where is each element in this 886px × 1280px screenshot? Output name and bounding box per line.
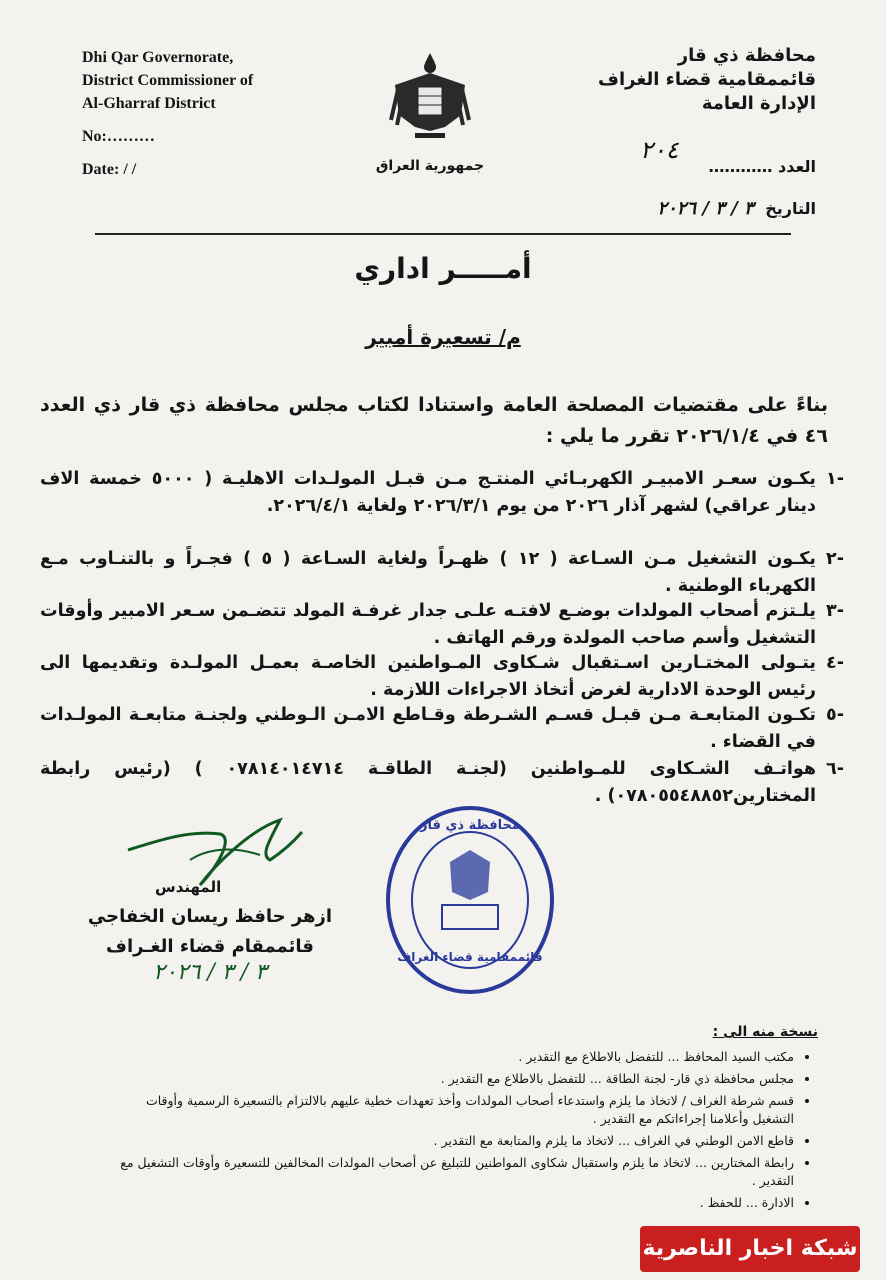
decision-text: يكـون التشغيل مـن السـاعة ( ١٢ ) ظهـراً ولغاية السـاعة ( ٥ ) فجـراً و بالتنـاوب مـع الكهرباء الوطنية . (40, 549, 816, 596)
ar-header-line-2: قائممقامية قضاء الغراف (598, 69, 816, 90)
header-line-3: Al-Gharraf District (82, 95, 216, 112)
iraq-emblem (385, 45, 475, 145)
copy-recipient: • قاطع الامن الوطني في الغراف ... لاتخاذ ما يلزم والمتابعة مع التقدير . (110, 1132, 794, 1150)
decision-item-4 (40, 650, 844, 704)
number-field-en: No:……… (82, 128, 155, 145)
date-value-ar: ٣ / ٣ / ٢٠٢٦ (657, 198, 754, 219)
signature-date: ٣ / ٣ / ٢٠٢٦ (153, 960, 267, 985)
number-label-ar: العدد ………… (708, 157, 816, 176)
date-field-en: Date: / / (82, 161, 137, 178)
document-title: أمـــــر اداري (354, 252, 532, 285)
decision-text: يكـون سعـر الامبيـر الكهربـائي المنتـج مـن قبـل المولـدات الاهليـة ( ٥٠٠٠ خمسة الاف دينار عراقي) لشهر آذار ٢٠٢٦ من يوم ٢٠٢٦/٣/١ ولغاية ٢٠٢٦/٤/١. (40, 469, 816, 516)
decision-number: -١ (826, 469, 844, 489)
arabic-header (598, 44, 816, 116)
copy-recipient: • مكتب السيد المحافظ ... للتفضل بالاطلاع مع التقدير . (110, 1048, 794, 1066)
number-field-ar (708, 157, 816, 176)
date-field-ar (657, 198, 816, 219)
copy-recipient: • رابطة المختارين ... لاتخاذ ما يلزم واستقبال شكاوى المواطنين للتبليغ عن أصحاب المولدات المخالفين للتسعيرة وأوقات التشغيل مع التقدير . (110, 1154, 794, 1190)
copies-heading: نسخة منه الى : (712, 1024, 818, 1040)
stamp-top-text: محافظة ذي قار (420, 818, 520, 833)
decision-number: -٢ (826, 549, 844, 569)
copies-list (110, 1048, 816, 1216)
date-label-ar: التاريخ (765, 199, 816, 218)
intro-paragraph: بناءً على مقتضيات المصلحة العامة واستنادا لكتاب مجلس محافظة ذي قار ذي العدد ٤٦ في ٢٠٢٦/١/٤ تقرر ما يلي : (40, 394, 828, 447)
emblem-caption: جمهورية العراق (375, 158, 485, 174)
decision-text: يلـتزم أصحاب المولدات بوضـع لافتـه علـى جدار غرفـة المولد تتضـمن سـعر الامبير وأوقات التشغيل وأسم صاحب المولدة ورقم الهاتف . (40, 601, 816, 648)
decision-item-2 (40, 546, 844, 600)
decision-number: -٦ (826, 759, 844, 779)
decision-item-1 (40, 466, 844, 520)
header-line-1: Dhi Qar Governorate, (82, 49, 234, 66)
copy-recipient: • الادارة ... للحفظ . (110, 1194, 794, 1212)
decision-number: -٤ (826, 653, 844, 673)
news-watermark-banner: شبكة اخبار الناصرية (640, 1226, 860, 1272)
document-subject: م/ تسعيرة أمبير (365, 325, 521, 349)
signer-position: قائممقام قضاء الغـراف (106, 936, 314, 957)
ar-header-line-1: محافظة ذي قار (677, 45, 816, 66)
eagle-emblem-icon (385, 45, 475, 145)
signer-name: ازهر حافظ ريسان الخفاجي (87, 906, 333, 927)
signature-title: المهندس (155, 878, 222, 896)
header-divider (95, 233, 791, 235)
decision-text: هواتـف الشـكاوى للمـواطنين (لجنـة الطاقـة ٠٧٨١٤٠١٤٧١٤ ) (رئيس رابطة المختارين٠٧٨٠٥٥٤٨٨٥٢) . (40, 759, 816, 806)
decision-number: -٥ (826, 705, 844, 725)
decision-text: تكـون المتابعـة مـن قبـل قسـم الشـرطة وقـاطع الامـن الـوطني ولجنـة متابعـة المولـدات في القضاء . (40, 705, 816, 752)
stamp-bottom-text: قائممقامية قضاء الغراف (397, 950, 543, 964)
english-header (82, 46, 253, 181)
number-value-ar: ٢٠٤ (640, 136, 679, 164)
copy-recipient: • مجلس محافظة ذي قار- لجنة الطاقة ... للتفضل بالاطلاع مع التقدير . (110, 1070, 794, 1088)
ar-header-line-3: الإدارة العامة (701, 93, 816, 114)
decision-number: -٣ (826, 601, 844, 621)
decision-text: يتـولى المختـارين اسـتقبال شـكاوى المـواطنين الخاصـة بعمـل المولـدة وتقديمها الى رئيس الوحدة الادارية لغرض أتخاذ الاجراءات اللازمة . (40, 653, 816, 700)
decision-item-5 (40, 702, 844, 756)
official-stamp (380, 800, 560, 1000)
header-line-2: District Commissioner of (82, 72, 254, 89)
decision-item-3 (40, 598, 844, 652)
copy-recipient: • قسم شرطة الغراف / لاتخاذ ما يلزم واستدعاء أصحاب المولدات وأخذ تعهدات خطية عليهم بالالتزام بالتسعيرة الرسمية وأوقات التشغيل وأعلامنا إجراءاتكم مع التقدير . (110, 1092, 794, 1128)
